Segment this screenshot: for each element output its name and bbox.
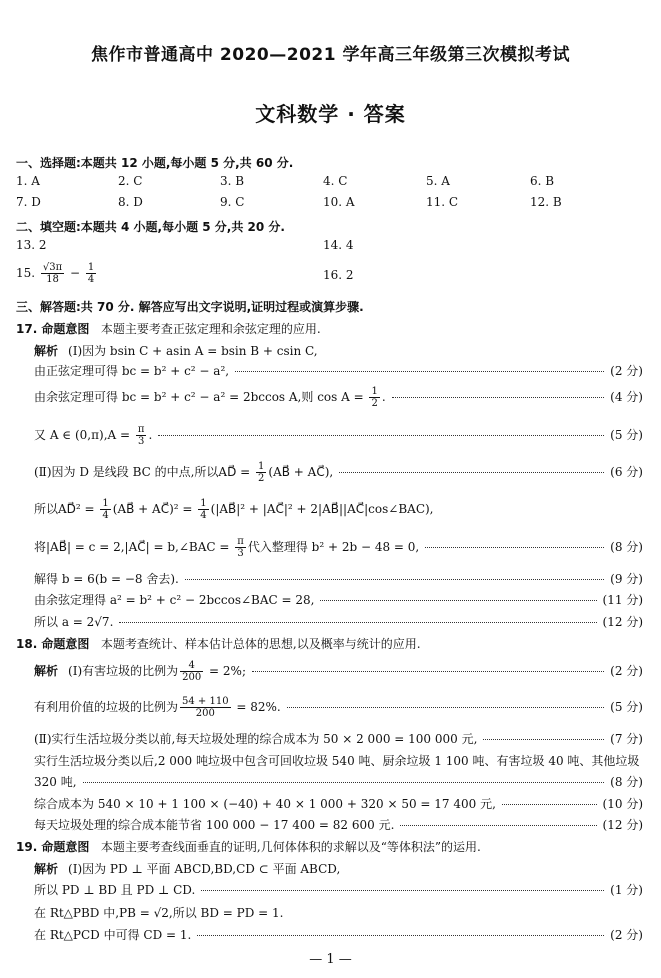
mcq-answer-9: 9. C [220, 195, 245, 209]
mcq-answer-12: 12. B [530, 195, 562, 209]
mcq-answer-5: 5. A [426, 174, 450, 188]
q17-intent: 17. 命题意图 本题主要考查正弦定理和余弦定理的应用. [16, 322, 321, 336]
fill-answer-15: 15. $\frac{√3\pi}{18}$ − $\frac{1}{4}$ [16, 262, 95, 285]
q18-line4: 实行生活垃圾分类以后,2 000 吨垃圾中包含可回收垃圾 540 吨、厨余垃圾 1 100 吨、有害垃圾 40 吨、其他垃圾 [34, 754, 640, 768]
q17-line5: (Ⅱ)因为 D 是线段 BC 的中点,所以AD⃗ = $\frac{1}{2}$ (AB⃗ + AC⃗), (6 分) [34, 461, 643, 484]
fraction: $\frac{\pi}{3}$ [137, 424, 145, 447]
q17-line3: 由余弦定理可得 bc = b² + c² − a² = 2bccos A,则 cos A = $\frac{1}{2}$ . (4 分) [34, 386, 643, 409]
q19-line4: 在 Rt△PCD 中可得 CD = 1. (2 分) [34, 928, 643, 942]
fill-answer-16: 16. 2 [323, 268, 354, 282]
fill-answer-13: 13. 2 [16, 238, 47, 252]
q17-line1: 解析 (Ⅰ)因为 bsin C + asin A = bsin B + csin C, [34, 344, 318, 358]
q18-intent: 18. 命题意图 本题考查统计、样本估计总体的思想,以及概率与统计的应用. [16, 637, 421, 651]
fraction: $\frac{4}{200}$ [182, 660, 202, 683]
page-number: — 1 — [309, 952, 352, 967]
fraction: $\frac{1}{2}$ [258, 461, 265, 484]
q17-line2: 由正弦定理可得 bc = b² + c² − a², (2 分) [34, 364, 643, 378]
q18-line5: 320 吨, (8 分) [34, 775, 643, 789]
q18-line7: 每天垃圾处理的综合成本能节省 100 000 − 17 400 = 82 600 元. (12 分) [34, 818, 643, 832]
page-title: 焦作市普通高中 2020—2021 学年高三年级第三次模拟考试 [91, 45, 570, 65]
mcq-answer-11: 11. C [426, 195, 459, 209]
q18-line3: (Ⅱ)实行生活垃圾分类以前,每天垃圾处理的综合成本为 50 × 2 000 = 100 000 元, (7 分) [34, 732, 643, 746]
q17-line6: 所以AD⃗² = $\frac{1}{4}$ (AB⃗ + AC⃗)² = $\frac{1}{4}$ (|AB⃗|² + |AC⃗|² + 2|AB⃗||AC⃗|cos∠BAC), [34, 498, 434, 521]
q18-line1: 解析 (Ⅰ)有害垃圾的比例为 $\frac{4}{200}$ = 2%; (2 分) [34, 660, 643, 683]
mcq-answer-1: 1. A [16, 174, 40, 188]
q17-line8: 解得 b = 6(b = −8 舍去). (9 分) [34, 572, 643, 586]
fraction: $\frac{1}{2}$ [371, 386, 378, 409]
section1-heading: 一、选择题:本题共 12 小题,每小题 5 分,共 60 分. [16, 156, 294, 170]
section3-heading: 三、解答题:共 70 分. 解答应写出文字说明,证明过程或演算步骤. [16, 300, 364, 314]
q17-line9: 由余弦定理得 a² = b² + c² − 2bccos∠BAC = 28, (11 分) [34, 593, 643, 607]
q17-line10: 所以 a = 2√7. (12 分) [34, 615, 643, 629]
q17-line7: 将|AB⃗| = c = 2,|AC⃗| = b,∠BAC = $\frac{\pi}{3}$ 代入整理得 b² + 2b − 48 = 0, (8 分) [34, 536, 643, 559]
q19-intent: 19. 命题意图 本题主要考查线面垂直的证明,几何体体积的求解以及“等体积法”的运用. [16, 840, 481, 854]
q19-line3: 在 Rt△PBD 中,PB = √2,所以 BD = PD = 1. [34, 906, 284, 920]
fraction: $\frac{√3\pi}{18}$ [42, 262, 63, 285]
mcq-answer-2: 2. C [118, 174, 143, 188]
fraction: $\frac{1}{4}$ [200, 498, 207, 521]
fill-answer-14: 14. 4 [323, 238, 354, 252]
mcq-answer-10: 10. A [323, 195, 355, 209]
fraction: $\frac{1}{4}$ [102, 498, 109, 521]
q19-line2: 所以 PD ⊥ BD 且 PD ⊥ CD. (1 分) [34, 883, 643, 897]
mcq-answer-7: 7. D [16, 195, 41, 209]
fraction: $\frac{54 + 110}{200}$ [182, 696, 229, 719]
mcq-answer-4: 4. C [323, 174, 348, 188]
q18-line2: 有利用价值的垃圾的比例为 $\frac{54 + 110}{200}$ = 82%. (5 分) [34, 696, 643, 719]
q18-line6: 综合成本为 540 × 10 + 1 100 × (−40) + 40 × 1 000 + 320 × 50 = 17 400 元, (10 分) [34, 797, 643, 811]
mcq-answer-3: 3. B [220, 174, 245, 188]
page-subtitle: 文科数学 · 答案 [255, 102, 406, 126]
mcq-answer-8: 8. D [118, 195, 143, 209]
mcq-answer-6: 6. B [530, 174, 555, 188]
fraction: $\frac{1}{4}$ [87, 262, 95, 285]
q19-line1: 解析 (Ⅰ)因为 PD ⊥ 平面 ABCD,BD,CD ⊂ 平面 ABCD, [34, 862, 341, 876]
section2-heading: 二、填空题:本题共 4 小题,每小题 5 分,共 20 分. [16, 220, 285, 234]
q17-line4: 又 A ∈ (0,π),A = $\frac{\pi}{3}$ . (5 分) [34, 424, 643, 447]
fraction: $\frac{\pi}{3}$ [237, 536, 244, 559]
